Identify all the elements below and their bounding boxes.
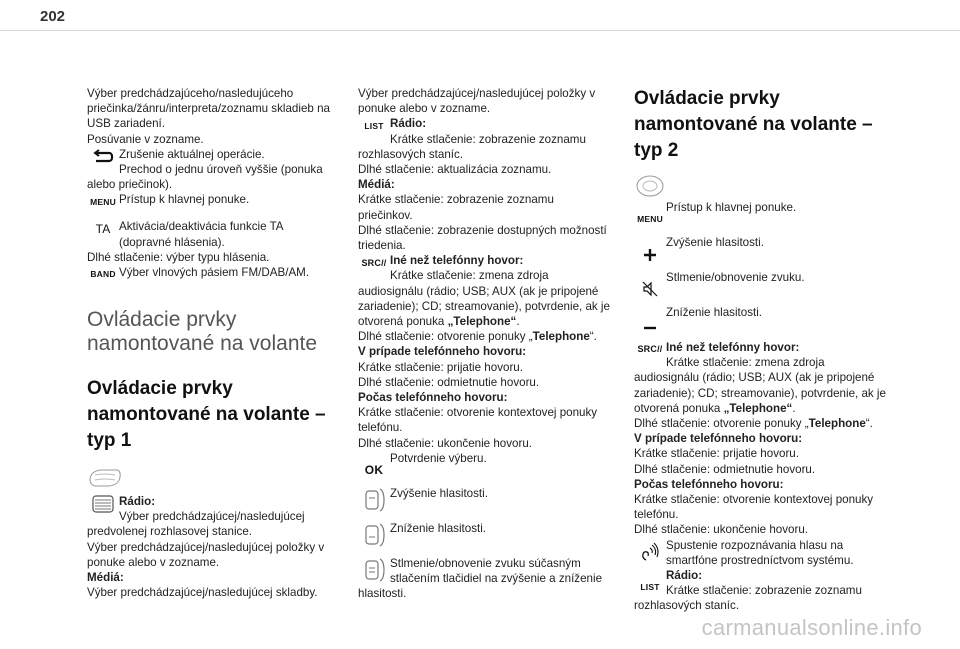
ta-icon: TA: [95, 221, 111, 236]
telephone-line: [358, 329, 616, 344]
intro-line: Výber predchádzajúceho/nasledujúceho: [87, 87, 294, 100]
during-label: Počas telefónneho hovoru:: [358, 391, 508, 405]
other-phone-text: audiosignálu (rádio; USB; AUX (ak je pripojené: [358, 284, 599, 298]
intro-line: priečinka/žánru/interpreta/zoznamu skladieb na: [87, 102, 330, 116]
intro-line: ponuke alebo v zozname.: [358, 102, 491, 116]
menu-text: Prístup k hlavnej ponuke.: [666, 201, 797, 214]
radio-text: Krátke stlačenie: zobrazenie zoznamu: [390, 132, 586, 146]
radio-text: Výber predchádzajúcej/nasledujúcej položky v: [87, 540, 325, 554]
telephone-word: „Telephone“: [447, 315, 517, 329]
media-text: priečinkov.: [358, 208, 413, 222]
radio-entry: [87, 494, 347, 524]
incoming-text: Dlhé stlačenie: odmietnutie hovoru.: [634, 462, 816, 476]
radio-text: rozhlasových staníc.: [634, 599, 740, 613]
radio-text: rozhlasových staníc.: [358, 147, 464, 161]
telephone-word: „Telephone“: [723, 401, 793, 415]
vol-down-entry: [358, 521, 616, 548]
band-entry: [87, 265, 347, 284]
telephone-line: [358, 314, 616, 329]
during-text: telefónu.: [358, 421, 403, 435]
mute-speaker-icon: [634, 271, 666, 297]
wheel-rocker-up-icon: [358, 487, 390, 513]
telephone-word: Telephone: [532, 330, 590, 344]
ta-text: (dopravné hlásenia).: [119, 235, 225, 249]
list-icon: LIST: [640, 581, 660, 592]
vol-up-entry: [358, 486, 616, 513]
vol-down-text: Zníženie hlasitosti.: [390, 521, 487, 535]
header-divider: [0, 30, 960, 31]
during-text: Krátke stlačenie: otvorenie kontextovej ponuky: [358, 406, 598, 420]
ok-text: Potvrdenie výberu.: [390, 451, 487, 465]
page-number: 202: [40, 8, 66, 25]
minus-icon: [634, 306, 666, 332]
telephone-post: “.: [589, 330, 597, 344]
voice-text: smartfóne prostredníctvom systému.: [666, 553, 854, 567]
subsection-title-type-1: [87, 376, 347, 454]
during-label: Počas telefónneho hovoru:: [634, 477, 784, 491]
mute-entry: [358, 556, 616, 586]
incoming-label: V prípade telefónneho hovoru:: [358, 345, 527, 359]
column-2: [358, 86, 616, 601]
back-entry: [87, 147, 347, 177]
src-icon-label: SRC: [637, 344, 658, 355]
telephone-pre: Dlhé stlačenie: otvorenie ponuky „: [358, 330, 533, 344]
column-3: [634, 86, 902, 614]
src-entry: [634, 340, 902, 370]
menu-icon: MENU: [90, 196, 116, 207]
telephone-post: .: [792, 401, 796, 415]
subsection-title-line: Ovládacie prvky: [87, 378, 233, 400]
telephone-line: [634, 416, 902, 431]
src-icon: SRC //: [358, 254, 390, 272]
vol-up-entry: [634, 235, 902, 262]
plus-icon: [634, 236, 666, 262]
subsection-title-line: typ 2: [634, 140, 679, 161]
radio-label: Rádio:: [666, 569, 703, 583]
radio-label: Rádio:: [119, 495, 156, 509]
radio-text: Dlhé stlačenie: aktualizácia zoznamu.: [358, 163, 552, 177]
during-text: Krátke stlačenie: otvorenie kontextovej ponuky: [634, 493, 874, 507]
ta-text: Aktivácia/deaktivácia funkcie TA: [119, 220, 284, 234]
section-title-line: namontované na volante: [87, 332, 318, 356]
back-arrow-icon: [87, 148, 119, 166]
ta-entry: [87, 219, 347, 249]
during-text: Dlhé stlačenie: ukončenie hovoru.: [634, 523, 809, 537]
mute-text: stlačením tlačidiel na zvýšenie a zníženie: [390, 572, 603, 586]
during-text: Dlhé stlačenie: ukončenie hovoru.: [358, 436, 533, 450]
menu-text: Prístup k hlavnej ponuke.: [119, 193, 250, 207]
subsection-title-line: namontované na volante –: [634, 114, 873, 135]
menu-entry: [87, 192, 347, 211]
other-phone-label: Iné než telefónny hovor:: [666, 341, 800, 354]
wheel-rocker-down-icon: [358, 522, 390, 548]
radio-text: Výber predchádzajúcej/nasledujúcej: [119, 510, 305, 524]
column-1: [87, 86, 347, 600]
other-phone-label: Iné než telefónny hovor:: [390, 254, 524, 268]
telephone-pre: Dlhé stlačenie: otvorenie ponuky „: [634, 417, 809, 431]
section-title: [87, 308, 347, 356]
telephone-line: [634, 401, 902, 416]
incoming-label: V prípade telefónneho hovoru:: [634, 432, 803, 446]
vol-down-entry: [634, 305, 902, 332]
incoming-text: Krátke stlačenie: prijatie hovoru.: [634, 447, 799, 461]
intro-line: Posúvanie v zozname.: [87, 132, 204, 146]
vol-down-text: Zníženie hlasitosti.: [666, 306, 763, 319]
wheel-switch-icon: [87, 495, 119, 513]
src-entry: [358, 253, 616, 283]
wheel-rocker-mute-icon: [358, 557, 390, 583]
list-entry: [358, 116, 616, 146]
subsection-title-line: Ovládacie prvky: [634, 88, 780, 109]
menu-entry: [634, 200, 902, 227]
media-label: Médiá:: [87, 571, 124, 585]
src-icon: SRC //: [634, 341, 666, 359]
subsection-title-type-2: [634, 86, 902, 164]
telephone-pre: otvorená ponuka: [634, 401, 724, 415]
media-label: Médiá:: [358, 178, 395, 192]
incoming-text: Krátke stlačenie: prijatie hovoru.: [358, 360, 523, 374]
radio-label: Rádio:: [390, 117, 427, 131]
mute-text: Stlmenie/obnovenie zvuku.: [666, 271, 805, 284]
telephone-post: “.: [865, 417, 873, 431]
mute-entry: [634, 270, 902, 297]
voice-recognition-icon: [634, 539, 666, 565]
subsection-title-line: namontované na volante –: [87, 404, 326, 426]
voice-entry: [634, 538, 902, 568]
band-icon: BAND: [90, 269, 116, 280]
during-text: telefónu.: [634, 508, 679, 522]
subsection-title-line: typ 1: [87, 430, 132, 452]
intro-line: USB zariadení.: [87, 117, 165, 131]
other-phone-text: zariadenie); CD; streamovanie), potvrdenie, ak je: [634, 386, 886, 400]
intro-line: Výber predchádzajúcej/nasledujúcej položky v: [358, 87, 596, 100]
other-phone-text: Krátke stlačenie: zmena zdroja: [666, 356, 825, 370]
ta-text: Dlhé stlačenie: výber typu hlásenia.: [87, 250, 270, 264]
other-phone-text: audiosignálu (rádio; USB; AUX (ak je pripojené: [634, 371, 875, 385]
back-text: alebo priečinok).: [87, 178, 173, 192]
mute-text: hlasitosti.: [358, 587, 407, 601]
media-text: Výber predchádzajúcej/nasledujúcej skladby.: [87, 586, 318, 600]
other-phone-text: zariadenie); CD; streamovanie), potvrdenie, ak je: [358, 299, 610, 313]
incoming-text: Dlhé stlačenie: odmietnutie hovoru.: [358, 375, 540, 389]
back-text: Prechod o jednu úroveň vyššie (ponuka: [119, 163, 323, 177]
radio-text: ponuke alebo v zozname.: [87, 555, 220, 569]
ok-icon: OK: [364, 462, 384, 477]
list-icon: LIST: [364, 120, 384, 131]
steering-switch-type1-image: [87, 462, 347, 494]
vol-up-text: Zvýšenie hlasitosti.: [666, 236, 764, 249]
media-text: Krátke stlačenie: zobrazenie zoznamu: [358, 193, 554, 207]
band-text: Výber vlnových pásiem FM/DAB/AM.: [119, 266, 310, 280]
ok-entry: [358, 451, 616, 478]
mute-text: Stlmenie/obnovenie zvuku súčasným: [390, 556, 581, 570]
list-entry: [634, 568, 902, 598]
vol-up-text: Zvýšenie hlasitosti.: [390, 486, 488, 500]
telephone-word: Telephone: [808, 417, 866, 431]
radio-text: predvolenej rozhlasovej stanice.: [87, 525, 252, 539]
other-phone-text: Krátke stlačenie: zmena zdroja: [390, 269, 549, 283]
menu-icon: MENU: [637, 213, 663, 224]
voice-text: Spustenie rozpoznávania hlasu na: [666, 538, 844, 552]
section-title-line: Ovládacie prvky: [87, 308, 237, 332]
radio-text: Krátke stlačenie: zobrazenie zoznamu: [666, 584, 862, 598]
media-text: Dlhé stlačenie: zobrazenie dostupných možností: [358, 223, 607, 237]
src-icon-label: SRC: [361, 257, 382, 268]
back-text: Zrušenie aktuálnej operácie.: [119, 147, 265, 161]
telephone-post: .: [516, 315, 520, 329]
media-text: triedenia.: [358, 239, 406, 253]
steering-switch-type2-image: [634, 172, 902, 200]
watermark: carmanualsonline.info: [701, 615, 922, 640]
telephone-pre: otvorená ponuka: [358, 315, 448, 329]
